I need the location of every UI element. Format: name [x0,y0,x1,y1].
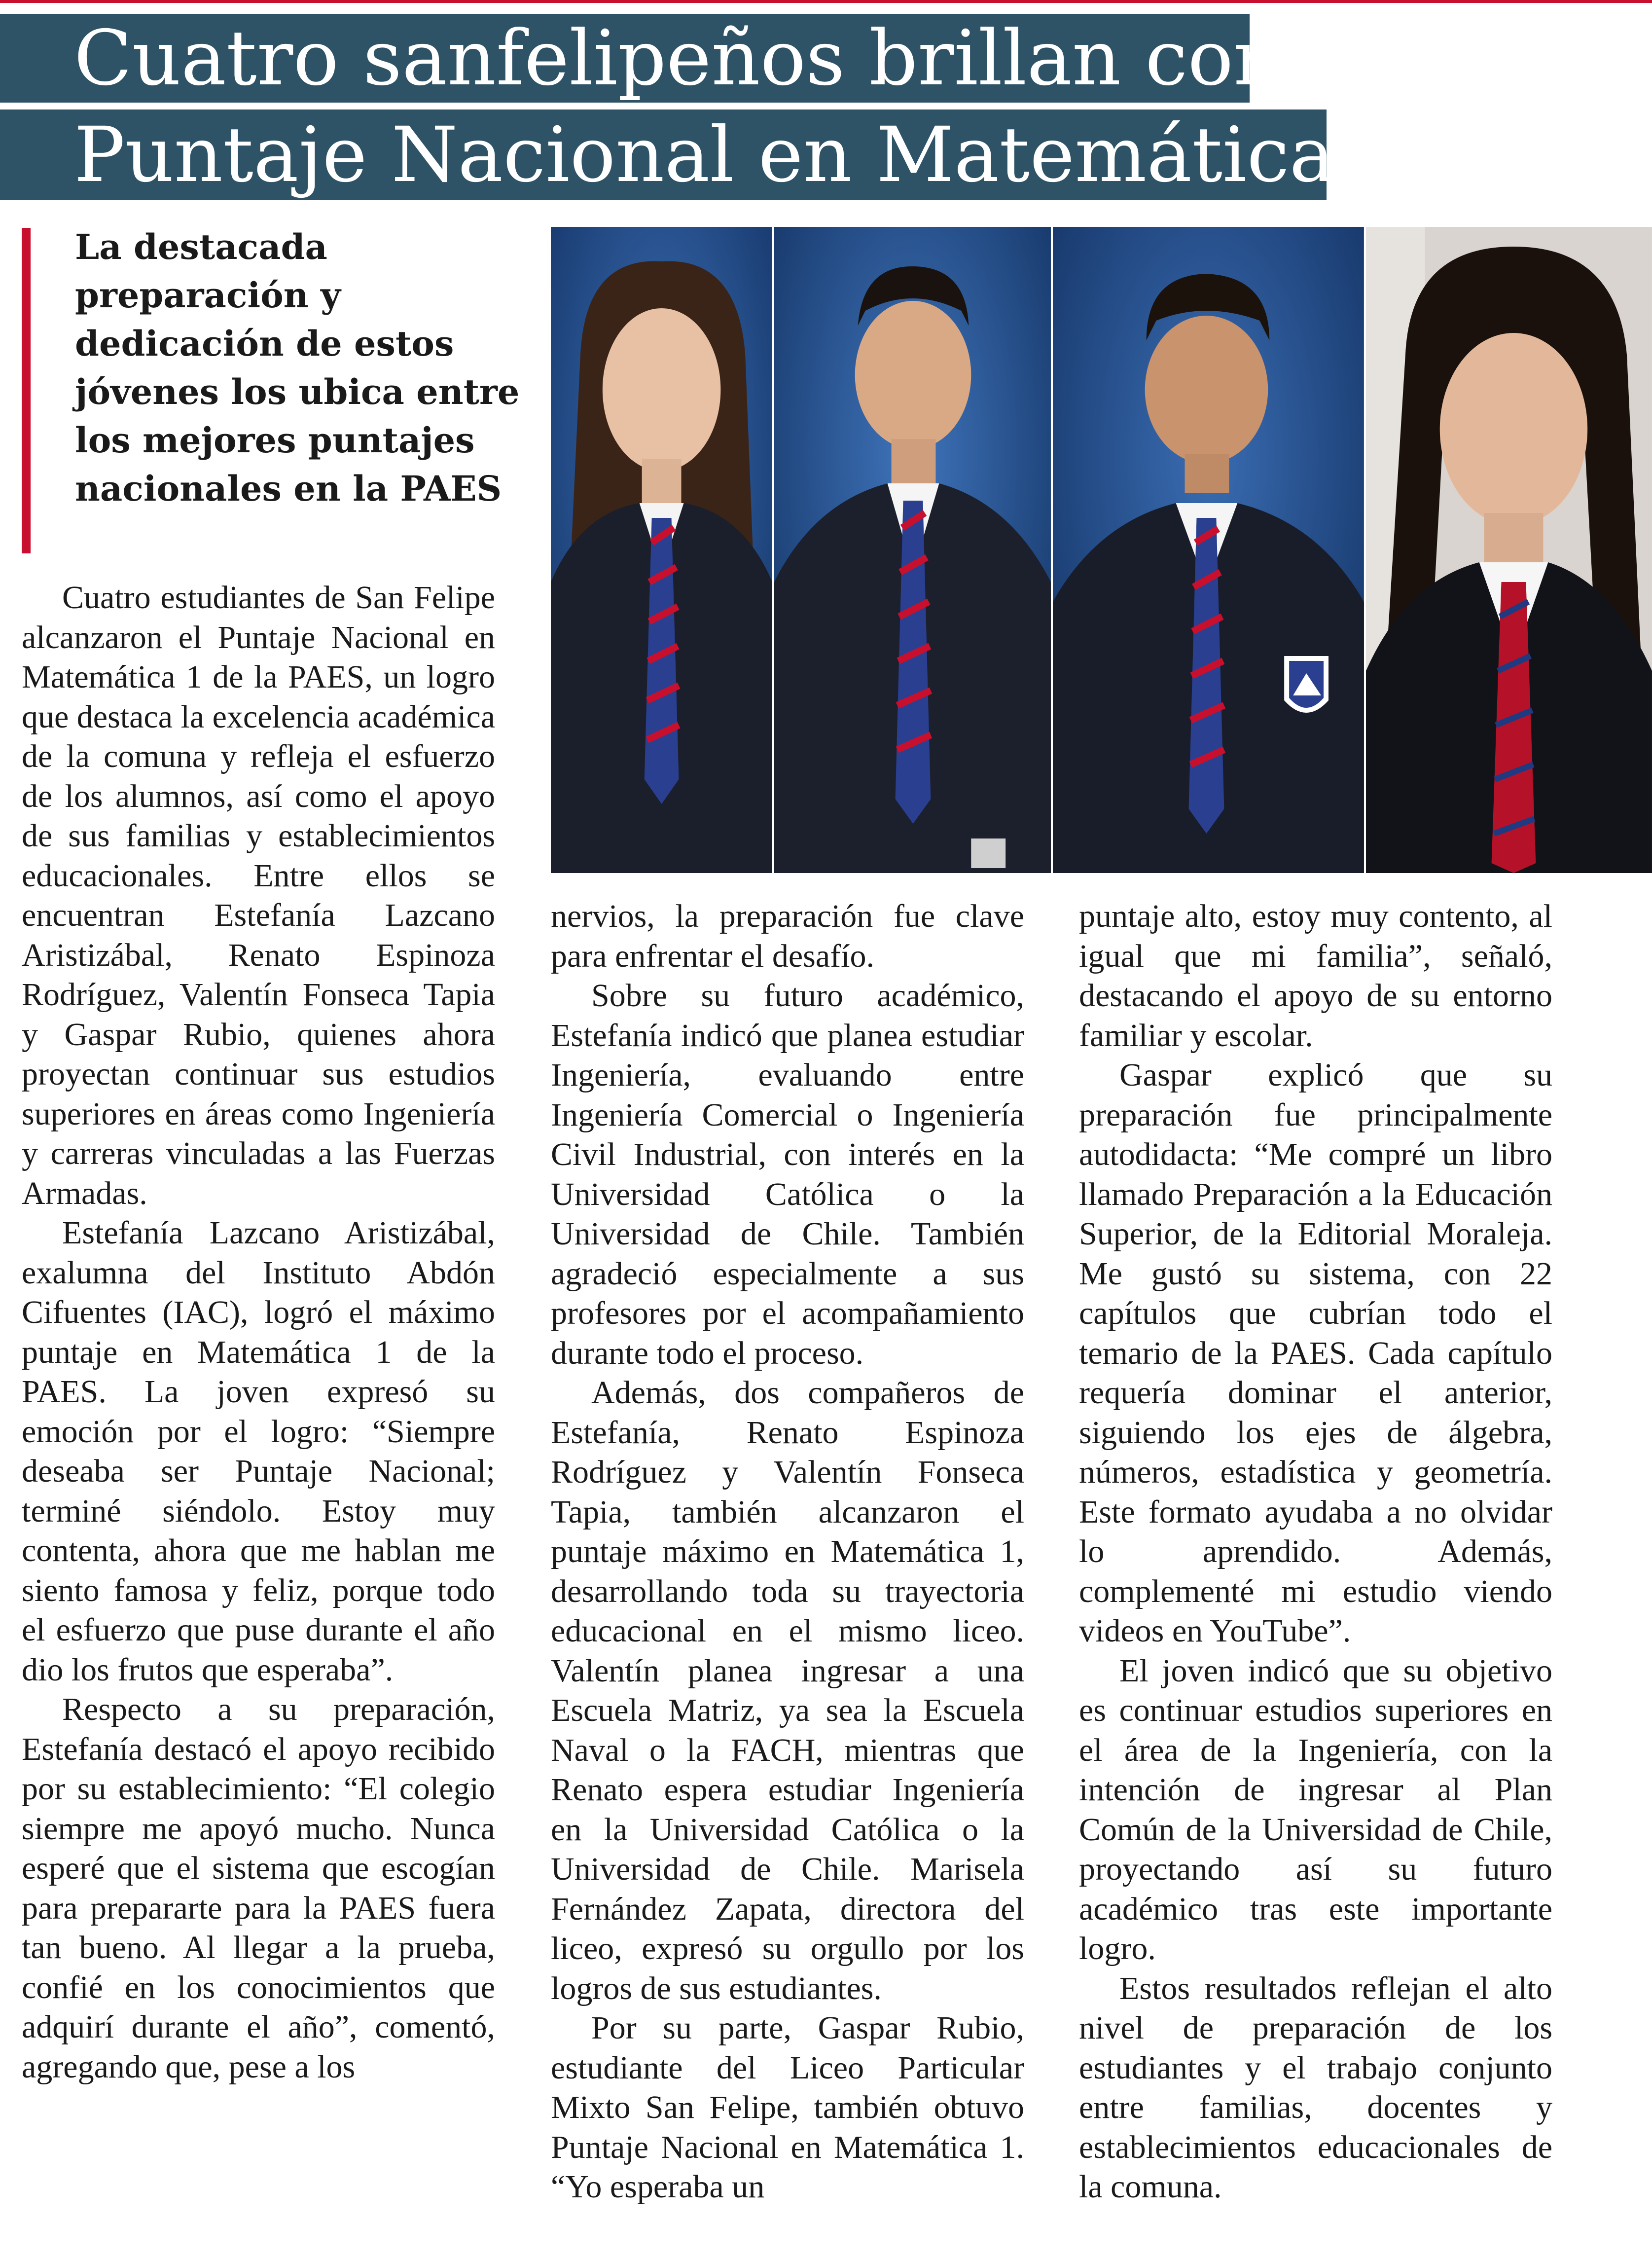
paragraph: Respecto a su preparación, Estefanía destacó el apoyo recibido por su establecimiento: “El colegio siempre me apoyó mucho. Nunca esperé que el sistema que escogían para prepararte para la PAES fuera tan bueno. Al llegar a la prueba, confié en los conocimientos que adquirí durante el año”, comentó, agregando que, pese a los [22,1691,495,2085]
paragraph: Gaspar explicó que su preparación fue principalmente autodidacta: “Me compré un libro llamado Preparación a la Educación Superior, de la Editorial Moraleja. Me gustó su sistema, con 22 capítulos que cubrían todo el temario de la PAES. Cada capítulo requería dominar el anterior, siguiendo los ejes de álgebra, números, estadística y geometría. Este formato ayudaba a no olvidar lo aprendido. Además, complementé mi estudio viendo videos en YouTube”. [1079,1057,1552,1649]
deck-accent-bar [22,228,31,553]
headline-line-1: Cuatro sanfelipeños brillan con [0,14,1250,103]
students-photo-strip [551,227,1652,873]
deck-subheadline: La destacada preparación y dedicación de estos jóvenes los ubica entre los mejores puntajes nacionales en la PAES [75,226,520,509]
article-column-1 [22,578,495,2087]
paragraph: Estefanía Lazcano Aristizábal, exalumna del Instituto Abdón Cifuentes (IAC), logró el máximo puntaje en Matemática 1 de la PAES. La joven expresó su emoción por el logro: “Siempre deseaba ser Puntaje Nacional; terminé siéndolo. Estoy muy contenta, ahora que me hablan me siento famosa y feliz, porque todo el esfuerzo que puse durante el año dio los frutos que esperaba”. [22,1215,495,1688]
paragraph-continued: nervios, la preparación fue clave para enfrentar el desafío. [551,898,1024,974]
paragraph: Por su parte, Gaspar Rubio, estudiante del Liceo Particular Mixto San Felipe, también obtuvo Puntaje Nacional en Matemática 1. “Yo esperaba un [551,2010,1024,2205]
headline-line-2: Puntaje Nacional en Matemática 1 [0,109,1327,200]
article-column-3 [1079,897,1552,2207]
photo-student-gaspar [1366,227,1652,873]
paragraph: Estos resultados reflejan el alto nivel de preparación de los estudiantes y el trabajo conjunto entre familias, docentes y establecimientos educacionales de la comuna. [1079,1970,1552,2205]
top-accent-rule [0,0,1652,3]
article-column-2 [551,897,1024,2207]
paragraph: Sobre su futuro académico, Estefanía indicó que planea estudiar Ingeniería, evaluando entre Ingeniería Comercial o Ingeniería Civil Industrial, con interés en la Universidad Católica o la Universidad de Chile. También agradeció especialmente a sus profesores por el acompañamiento durante todo el proceso. [551,978,1024,1371]
photo-student-estefania [551,227,772,873]
paragraph: Además, dos compañeros de Estefanía, Renato Espinoza Rodríguez y Valentín Fonseca Tapia, también alcanzaron el puntaje máximo en Matemática 1, desarrollando toda su trayectoria educacional en el mismo liceo. Valentín planea ingresar a una Escuela Matriz, ya sea la Escuela Naval o la FACH, mientras que Renato espera estudiar Ingeniería en la Universidad Católica o la Universidad de Chile. Marisela Fernández Zapata, directora del liceo, expresó su orgullo por los logros de sus estudiantes. [551,1375,1024,2006]
paragraph: El joven indicó que su objetivo es continuar estudios superiores en el área de la Ingeniería, con la intención de ingresar al Plan Común de la Universidad de Chile, proyectando así su futuro académico tras este importante logro. [1079,1652,1552,1967]
paragraph: Cuatro estudiantes de San Felipe alcanzaron el Puntaje Nacional en Matemática 1 de la PAES, un logro que destaca la excelencia académica de la comuna y refleja el esfuerzo de los alumnos, así como el apoyo de sus familias y establecimientos educacionales. Entre ellos se encuentran Estefanía Lazcano Aristizábal, Renato Espinoza Rodríguez, Valentín Fonseca Tapia y Gaspar Rubio, quienes ahora proyectan continuar sus estudios superiores en áreas como Ingeniería y carreras vinculadas a las Fuerzas Armadas. [22,580,495,1211]
paragraph-continued: puntaje alto, estoy muy contento, al igual que mi familia”, señaló, destacando el apoyo de su entorno familiar y escolar. [1079,898,1552,1054]
photo-student-valentin [1053,227,1364,873]
photo-student-renato [774,227,1051,873]
